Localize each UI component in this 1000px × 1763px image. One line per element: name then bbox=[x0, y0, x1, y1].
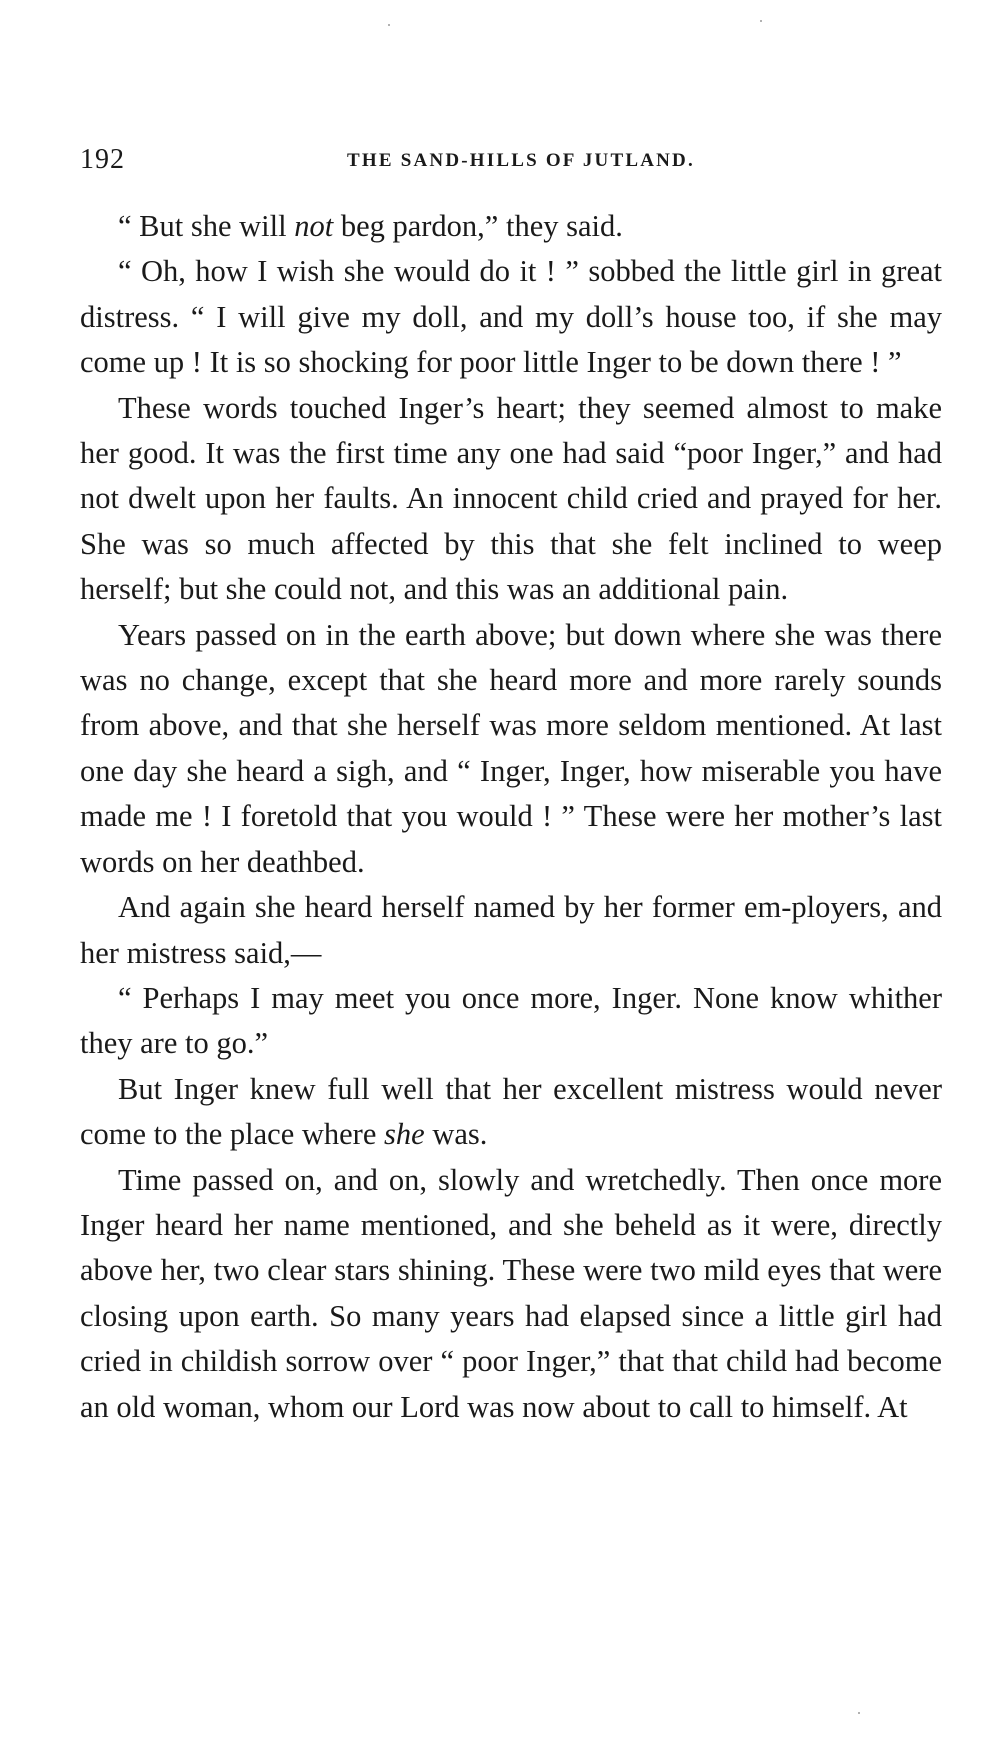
paragraph: But Inger knew full well that her excellent mistress would never come to the place where she was. bbox=[80, 1071, 942, 1152]
page-header bbox=[80, 144, 942, 184]
paragraph: “ But she will not beg pardon,” they said. bbox=[118, 209, 623, 243]
paragraph: Years passed on in the earth above; but down where she was there was no change, except that she heard more and more rarely sounds from above, and that she herself was more seldom mentioned. At last one day she heard a sigh, and “ Inger, Inger, how miserable you have made me ! I foretold that you would ! ” These were her mother’s last words on her deathbed. bbox=[80, 617, 942, 879]
paragraph: Time passed on, and on, slowly and wretchedly. Then once more Inger heard her name mentioned, and she beheld as it were, directly above her, two clear stars shining. These were two mild eyes that were closing upon earth. So many years had elapsed since a little girl had cried in childish sorrow over “ poor Inger,” that that child had become an old woman, whom our Lord was now about to call to himself. At bbox=[80, 1162, 942, 1424]
paragraph: “ Perhaps I may meet you once more, Inger. None know whither they are to go.” bbox=[80, 980, 942, 1061]
emphasis: she bbox=[384, 1117, 425, 1152]
paper-speck bbox=[760, 20, 762, 22]
emphasis: not bbox=[294, 209, 334, 243]
paragraph: “ Oh, how I wish she would do it ! ” sobbed the little girl in great distress. “ I will give my doll, and my doll’s house too, if she may come up ! It is so shocking for poor little Inger to be down there ! ” bbox=[80, 254, 942, 380]
running-title: THE SAND-HILLS OF JUTLAND. bbox=[347, 150, 695, 171]
paragraph: And again she heard herself named by her former em-ployers, and her mistress said,— bbox=[80, 890, 942, 970]
paragraph: These words touched Inger’s heart; they seemed almost to make her good. It was the first time any one had said “poor Inger,” and had not dwelt upon her faults. An innocent child cried and prayed for her. She was so much affected by this that she felt inclined to weep herself; but she could not, and this was an additional pain. bbox=[80, 390, 942, 607]
page-number: 192 bbox=[80, 144, 125, 175]
body-text bbox=[80, 204, 942, 1430]
paper-speck bbox=[858, 1712, 860, 1714]
paper-speck bbox=[388, 24, 390, 26]
